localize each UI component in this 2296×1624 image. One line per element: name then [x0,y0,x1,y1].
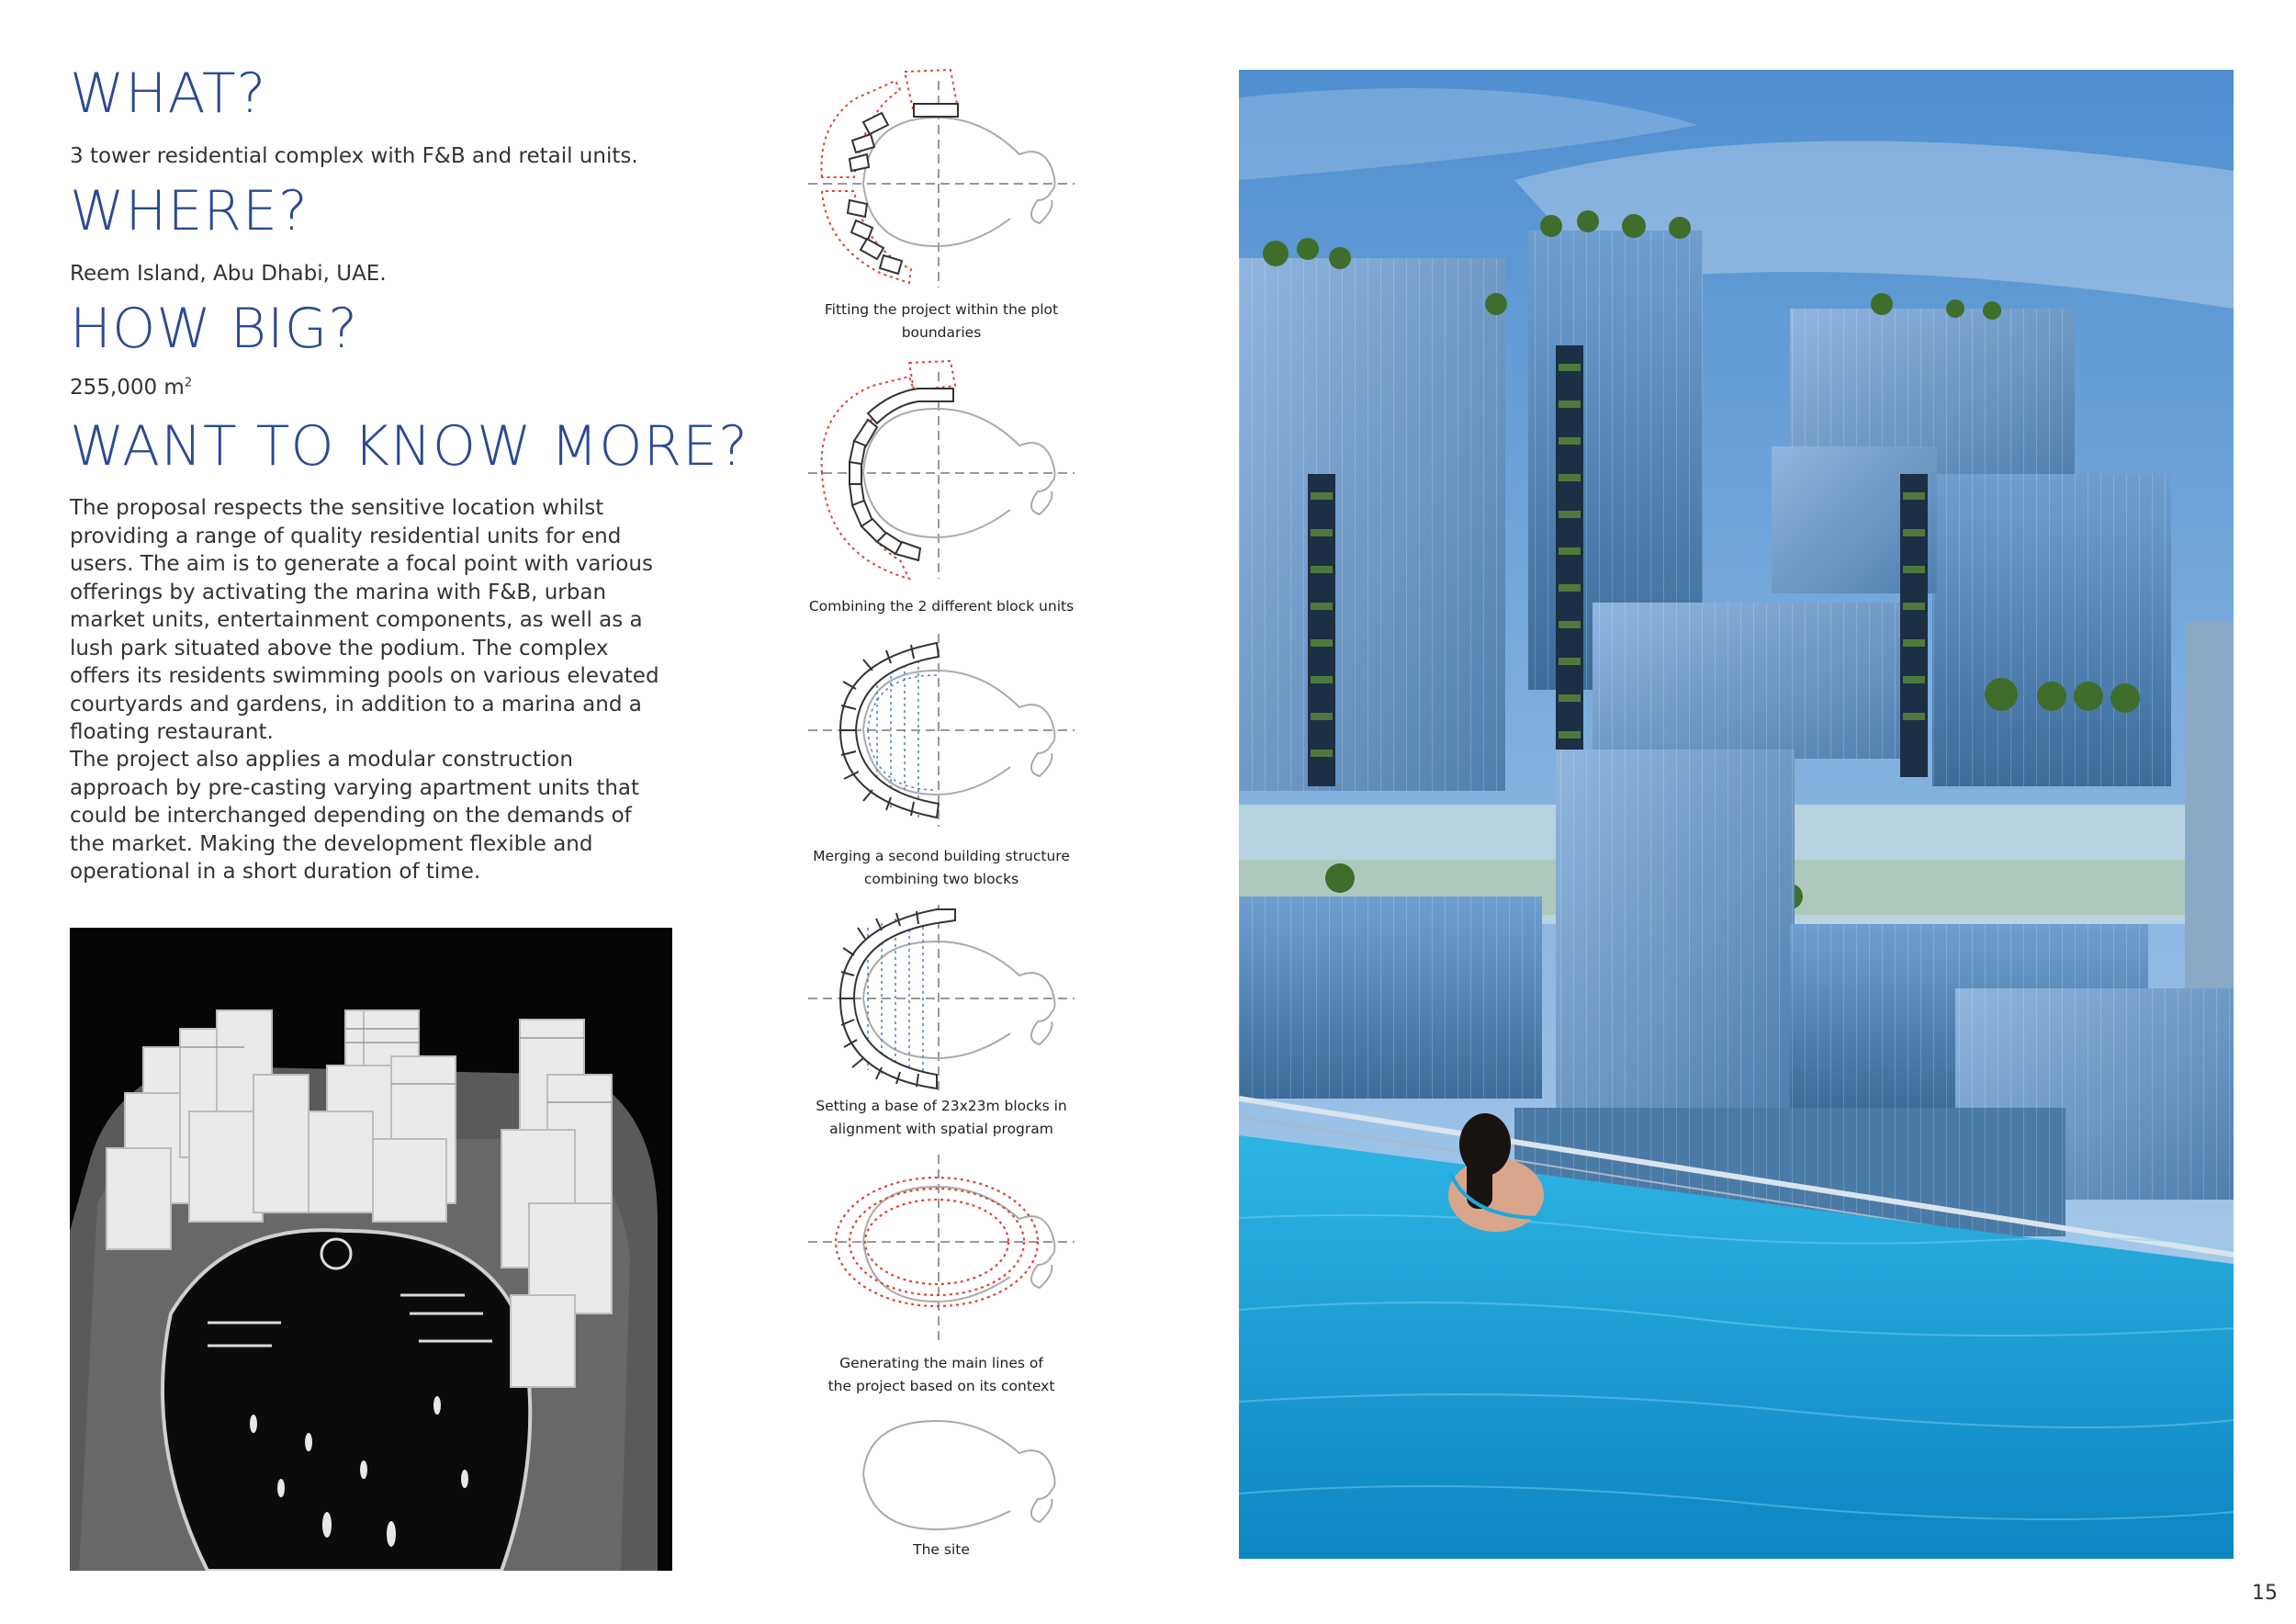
render-image [1239,70,2234,1559]
description-paragraph-1: The proposal respects the sensitive location whilst providing a range of quality residential units for end users. The aim is to generate a focal point with various offerings by activating the marina with F&B, urban market units, entertainment components, as well as a lush park situated above the podium. The complex offers its residents swimming pools on various elevated courtyards and gardens, in addition to a marina and a floating restaurant. [70,496,659,744]
diagram-the-site [799,1410,1084,1539]
area-unit-superscript: 2 [184,376,193,390]
page-number: 15 [2252,1582,2278,1605]
model-photo [70,928,672,1571]
heading-where: WHERE? [70,179,309,243]
heading-what: WHAT? [70,62,267,126]
diagram-caption-3: Merging a second building structure combining two blocks [813,848,1070,887]
where-text: Reem Island, Abu Dhabi, UAE. [70,262,387,286]
diagram-merging-structure [799,625,1084,836]
diagram-caption-1: Fitting the project within the plot boundaries [824,301,1059,341]
description-paragraph-2: The project also applies a modular construction approach by pre-casting varying apartment units that could be interchanged depending on the demands of the market. Making the development flexible and operational in a short duration of time. [70,748,640,884]
diagram-caption-2: Combining the 2 different block units [808,598,1075,615]
area-value: 255,000 $m^2$ [70,376,193,400]
diagram-caption-6: The site [913,1541,970,1558]
diagram-plot-boundaries [799,62,1084,292]
diagram-caption-4: Setting a base of 23x23m blocks in alignment with spatial program [816,1098,1067,1137]
diagram-base-blocks [799,900,1084,1098]
diagram-caption-5: Generating the main lines of the project based on its context [827,1355,1055,1394]
diagram-main-lines [799,1150,1084,1352]
diagram-combining-blocks [799,354,1084,583]
what-text: 3 tower residential complex with F&B and retail units. [70,144,638,168]
heading-how-big: HOW BIG? [70,297,359,361]
heading-want-to-know-more: WANT TO KNOW MORE? [70,414,748,479]
